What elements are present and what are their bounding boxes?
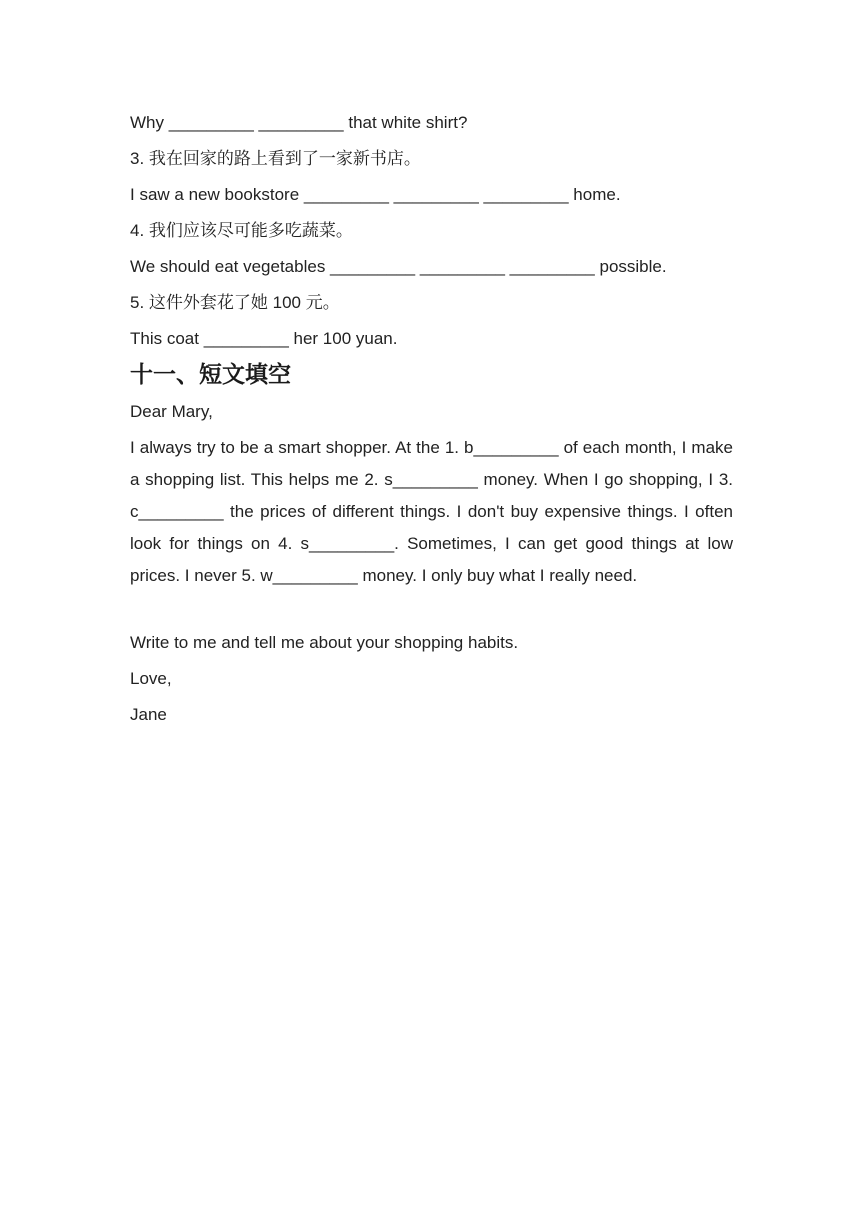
translation-item-3-english: I saw a new bookstore _________ _________ _________ home. [130,185,621,204]
translation-item-4-chinese: 4. 我们应该尽可能多吃蔬菜。 [130,221,353,240]
section-heading-cloze: 十一、短文填空 [130,362,291,388]
translation-item-5-english: This coat _________ her 100 yuan. [130,329,398,348]
translation-line-2-english: Why _________ _________ that white shirt? [130,113,468,132]
translation-item-4-english: We should eat vegetables _________ _________ _________ possible. [130,257,667,276]
letter-signoff: Love, [130,669,172,688]
letter-closing-request: Write to me and tell me about your shopping habits. [130,633,519,652]
translation-item-3-chinese: 3. 我在回家的路上看到了一家新书店。 [130,149,421,168]
letter-body-paragraph: I always try to be a smart shopper. At the 1. b_________ of each month, I make a shopping list. This helps me 2. s_________ money. When I go shopping, I 3. c_________ the prices of different things. I don't buy expensive things. I often look for things on 4. s_________. Sometimes, I can get good things at low prices. I never 5. w_________ money. I only buy what I really need. [130,438,733,585]
letter-greeting: Dear Mary, [130,402,213,421]
letter-signature: Jane [130,705,167,724]
translation-item-5-chinese: 5. 这件外套花了她 100 元。 [130,293,340,312]
